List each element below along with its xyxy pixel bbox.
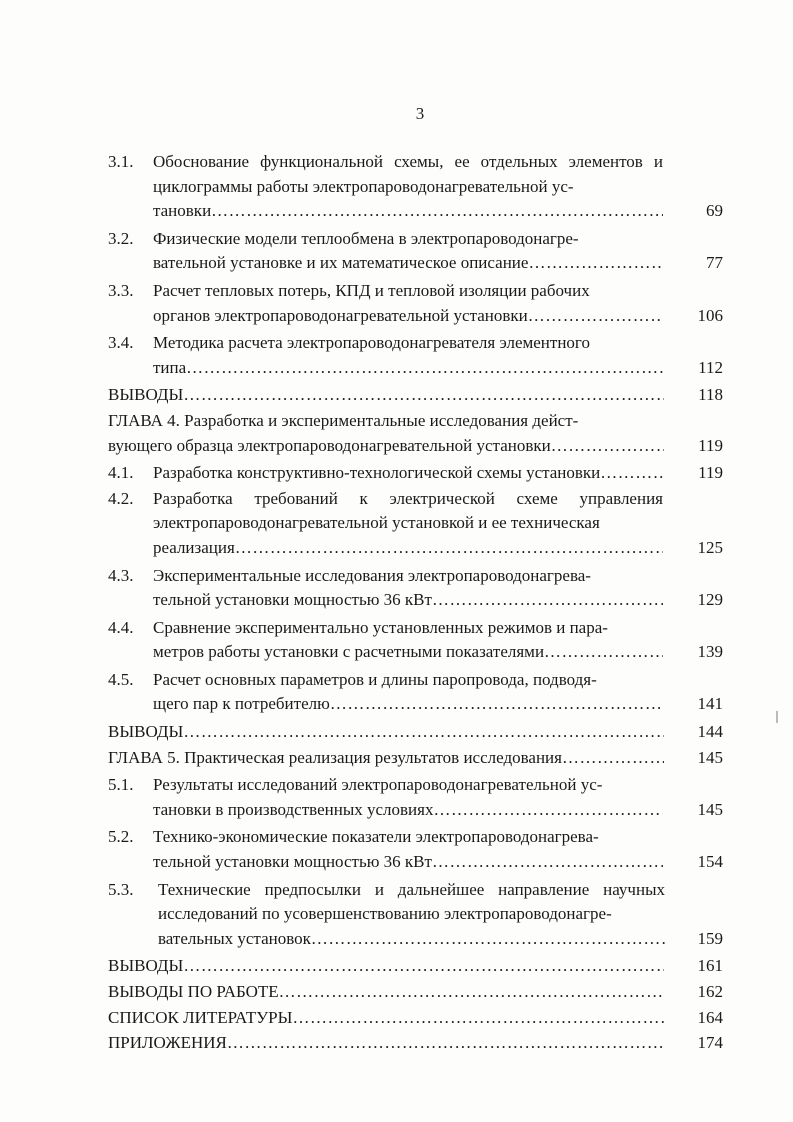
toc-entry-3-2[interactable] <box>108 227 723 276</box>
section-title-end: щего пар к потребителю <box>153 694 330 714</box>
section-title: ВЫВОДЫ <box>108 956 184 976</box>
toc-entry-5-3[interactable] <box>108 878 723 952</box>
section-number: 3.3. <box>108 280 134 300</box>
toc-entry-4-3[interactable] <box>108 564 723 613</box>
leader-dots <box>311 927 665 952</box>
section-number: 5.2. <box>108 827 134 847</box>
section-title-end: тельной установки мощностью 36 кВт <box>153 590 432 610</box>
section-title-end: метров работы установки с расчетными показателями <box>153 642 545 662</box>
toc-entry-work-conclusions[interactable] <box>108 980 723 1005</box>
leader-dots <box>600 461 663 486</box>
page-ref: 164 <box>697 1007 723 1027</box>
leader-dots <box>544 640 663 665</box>
section-title: Технико-экономические показатели электропароводонагрева- <box>153 827 599 847</box>
scan-mark <box>776 711 778 723</box>
section-title-end: вательных установок <box>158 928 311 948</box>
page-ref: 119 <box>698 435 723 455</box>
leader-dots <box>186 356 663 381</box>
leader-dots <box>235 536 663 561</box>
section-title: ПРИЛОЖЕНИЯ <box>108 1033 227 1053</box>
section-title-end: тельной установки мощностью 36 кВт <box>153 852 432 872</box>
page-ref: 119 <box>698 463 723 483</box>
toc-entry-appendices[interactable] <box>108 1031 723 1056</box>
section-number: 3.1. <box>108 152 134 171</box>
section-number: 4.5. <box>108 669 134 689</box>
section-title: ВЫВОДЫ <box>108 722 184 742</box>
toc-entry-4-4[interactable] <box>108 616 723 665</box>
leader-dots <box>183 720 664 745</box>
section-title: Технические предпосылки и дальнейшее направление научных исследований по усовершенствованию электропароводонагре- <box>158 879 665 924</box>
section-title: ВЫВОДЫ <box>108 385 184 405</box>
leader-dots <box>183 383 664 408</box>
section-title-end: тановки в производственных условиях <box>153 799 434 819</box>
toc-entry-4-2[interactable] <box>108 487 723 561</box>
page-ref: 125 <box>697 537 723 557</box>
toc-entry-5-2[interactable] <box>108 825 723 874</box>
section-title-end: органов электропароводонагревательной установки <box>153 305 528 325</box>
toc-entry-3-1[interactable] <box>108 150 723 224</box>
page-ref: 69 <box>706 201 723 221</box>
page-ref: 145 <box>697 799 723 819</box>
page-ref: 174 <box>697 1033 723 1053</box>
toc-entry-4-5[interactable] <box>108 668 723 717</box>
section-title: Физические модели теплообмена в электропароводонагре- <box>153 228 579 248</box>
section-number: 3.2. <box>108 228 134 248</box>
toc-entry-conclusions-ch3[interactable] <box>108 383 723 408</box>
toc-entry-chapter-5[interactable] <box>108 746 723 771</box>
page-ref: 162 <box>697 982 723 1001</box>
section-number: 4.1. <box>108 463 134 483</box>
section-number: 4.3. <box>108 565 134 585</box>
section-title-end: реализация <box>153 537 235 557</box>
section-title: СПИСОК ЛИТЕРАТУРЫ <box>108 1007 293 1027</box>
leader-dots <box>279 980 664 1005</box>
page-ref: 77 <box>706 253 723 273</box>
page-ref: 154 <box>697 852 723 872</box>
leader-dots <box>551 434 664 459</box>
section-title: Результаты исследований электропароводонагревательной ус- <box>153 775 603 795</box>
chapter-title: ГЛАВА 5. Практическая реализация результатов исследования <box>108 747 562 767</box>
leader-dots <box>211 199 663 224</box>
toc-entry-conclusions-ch5[interactable] <box>108 954 723 979</box>
page-ref: 112 <box>698 357 723 377</box>
page-ref: 141 <box>697 694 723 714</box>
toc-entry-3-3[interactable] <box>108 279 723 328</box>
section-title: Разработка требований к электрической схеме управления электропароводонагревательной установкой и ее техническая <box>153 488 663 533</box>
leader-dots <box>183 954 664 979</box>
page-ref: 106 <box>697 305 723 325</box>
section-title: Разработка конструктивно-технологической схемы установки <box>153 463 601 483</box>
leader-dots <box>227 1031 664 1056</box>
section-number: 5.3. <box>108 879 134 899</box>
section-title: Сравнение экспериментально установленных режимов и пара- <box>153 617 608 637</box>
toc-entry-4-1[interactable] <box>108 461 723 486</box>
page-ref: 145 <box>697 747 723 767</box>
page-ref: 118 <box>698 385 723 405</box>
leader-dots <box>528 251 663 276</box>
toc-entry-chapter-4[interactable] <box>108 409 723 458</box>
leader-dots <box>330 692 663 717</box>
section-title: Обоснование функциональной схемы, ее отдельных элементов и циклограммы работы электропароводонагревательной ус- <box>153 152 663 196</box>
leader-dots <box>432 588 663 613</box>
section-title: ВЫВОДЫ ПО РАБОТЕ <box>108 982 279 1001</box>
section-number: 3.4. <box>108 333 134 353</box>
section-title-end: вательной установке и их математическое описание <box>153 253 529 273</box>
leader-dots <box>562 746 664 771</box>
leader-dots <box>292 1006 664 1031</box>
toc-entry-conclusions-ch4[interactable] <box>108 720 723 745</box>
leader-dots <box>528 304 663 329</box>
section-number: 4.4. <box>108 617 134 637</box>
leader-dots <box>433 798 663 823</box>
chapter-title-end: вующего образца электропароводонагревательной установки <box>108 435 551 455</box>
toc-entry-5-1[interactable] <box>108 773 723 822</box>
section-title: Экспериментальные исследования электропароводонагрева- <box>153 565 591 585</box>
section-title: Расчет основных параметров и длины паропровода, подводя- <box>153 669 597 689</box>
toc-entry-3-4[interactable] <box>108 331 723 380</box>
chapter-title: ГЛАВА 4. Разработка и экспериментальные исследования дейст- <box>108 410 579 430</box>
section-title: Методика расчета электропароводонагревателя элементного <box>153 333 590 353</box>
leader-dots <box>432 850 663 875</box>
section-title: Расчет тепловых потерь, КПД и тепловой изоляции рабочих <box>153 280 590 300</box>
section-title-end: типа <box>153 357 187 377</box>
page-ref: 139 <box>697 642 723 662</box>
page-number: 3 <box>415 104 425 123</box>
page-ref: 161 <box>697 956 723 976</box>
section-number: 4.2. <box>108 488 134 508</box>
section-title-end: тановки <box>153 201 212 221</box>
page-ref: 129 <box>697 590 723 610</box>
toc-entry-references[interactable] <box>108 1006 723 1031</box>
page-ref: 144 <box>697 722 723 742</box>
page-ref: 159 <box>697 928 723 948</box>
section-number: 5.1. <box>108 775 134 795</box>
table-of-contents <box>108 150 723 1057</box>
